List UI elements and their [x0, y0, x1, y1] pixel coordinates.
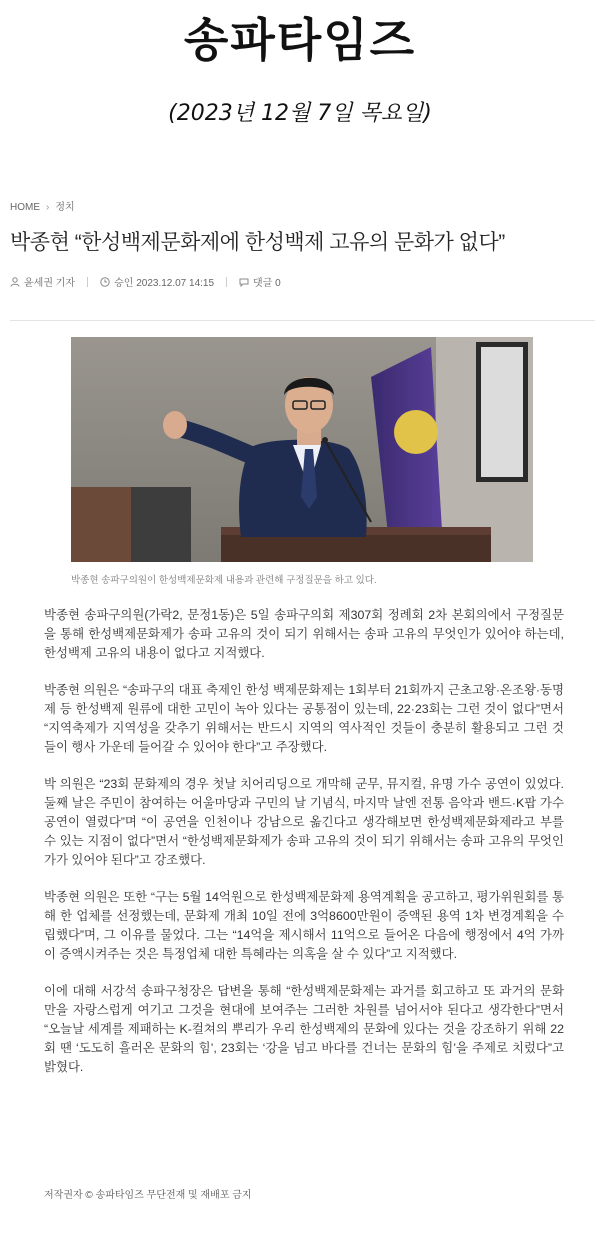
article-body	[44, 606, 564, 1095]
breadcrumb-section[interactable]: 정치	[55, 202, 75, 213]
author-info	[10, 274, 75, 289]
copyright-notice: 저작권자 © 송파타임즈 무단전재 및 재배포 금지	[44, 1190, 252, 1201]
author-name: 윤세권 기자	[24, 278, 76, 289]
clock-icon	[100, 277, 110, 287]
approved-time: 승인 2023.12.07 14:15	[114, 278, 215, 289]
meta-divider	[226, 277, 227, 287]
paragraph: 이에 대해 서강석 송파구청장은 답변을 통해 “한성백제문화제는 과거를 회고하고 또 과거의 문화만을 자랑스럽게 여기고 그것을 현대에 보여주는 그러한 차원를 넘어서야 된다고 생각한다”면서 “오늘날 세계를 제패하는 K-컬쳐의 뿌리가 우리 한성백제의 문화에 있다는 것을 강조하기 위해 22회 땐 ‘도도히 흘러온 문화의 힘’, 23회는 ‘강을 넘고 바다를 건너는 문화의 힘’을 주제로 치렀다”고 밝혔다.	[44, 984, 564, 1074]
person-icon	[10, 277, 20, 287]
comment-icon	[239, 277, 249, 287]
article-meta	[10, 274, 281, 289]
meta-divider	[87, 277, 88, 287]
breadcrumb	[10, 198, 75, 213]
paragraph: 박종현 의원은 “송파구의 대표 축제인 한성 백제문화제는 1회부터 21회까지 근초고왕·온조왕·동명제 등 한성백제 원류에 대한 고민이 녹아 있다는 공통점이 있는데, 22·23회는 그런 것이 없다”면서 “지역축제가 지역성을 갖추기 위해서는 반드시 지역의 역사적인 것들이 충분히 활용되고 그런 것들이 행사 가운데 들어갈 수 있어야 한다”고 주장했다.	[44, 683, 564, 754]
article-headline: 박종현 “한성백제문화제에 한성백제 고유의 문화가 없다”	[10, 231, 505, 254]
approved-info	[100, 274, 214, 289]
comments-info[interactable]	[239, 274, 281, 289]
paragraph: 박종현 송파구의원(가락2, 문정1동)은 5일 송파구의회 제307회 정례회 2차 본회의에서 구정질문을 통해 한성백제문화제가 송파 고유의 것이 되기 위해서는 송파 고유의 무엇인가 있어야 하는데, 한성백제 고유의 내용이 없다고 지적했다.	[44, 608, 564, 660]
breadcrumb-home[interactable]: HOME	[10, 202, 40, 213]
issue-date: (2023년 12월 7일 목요일)	[168, 101, 432, 126]
header-divider	[10, 320, 595, 321]
photo-caption: 박종현 송파구의원이 한성백제문화제 내용과 관련해 구정질문을 하고 있다.	[71, 575, 377, 586]
masthead	[0, 10, 600, 126]
article-photo	[71, 337, 533, 562]
newspaper-name: 송파타임즈	[183, 13, 417, 67]
breadcrumb-separator-icon: ›	[46, 202, 50, 213]
paragraph: 박종현 의원은 또한 “구는 5월 14억원으로 한성백제문화제 용역계획을 공고하고, 평가위원회를 통해 한 업체를 선정했는데, 문화제 개최 10일 전에 3억8600만원이 증액된 용역 1차 변경계획을 수립했다”며, 그 이유를 물었다. 그는 “14억을 제시해서 11억으로 들어온 다음에 행정에서 4억 가까이 증액시켜주는 것은 특정업체 대한 특혜라는 의혹을 살 수 있다”고 지적했다.	[44, 890, 564, 961]
paragraph: 박 의원은 “23회 문화제의 경우 첫날 치어리딩으로 개막해 군무, 뮤지컬, 유명 가수 공연이 있었다. 둘째 날은 주민이 참여하는 어울마당과 구민의 날 기념식, 마지막 날엔 전통 음악과 밴드·K팝 가수 공연이 열렸다”며 “이 공연을 인천이나 강남으로 옮긴다고 생각해보면 한성백제문화제라고 부를 수 있는 지점이 없다”면서 “한성백제문화제가 송파 고유의 것이 되기 위해서는 송파 고유의 무엇인가가 있어야 된다”고 강조했다.	[44, 777, 564, 867]
council-speaker-photo	[71, 337, 533, 562]
comment-count[interactable]: 댓글 0	[253, 278, 281, 289]
